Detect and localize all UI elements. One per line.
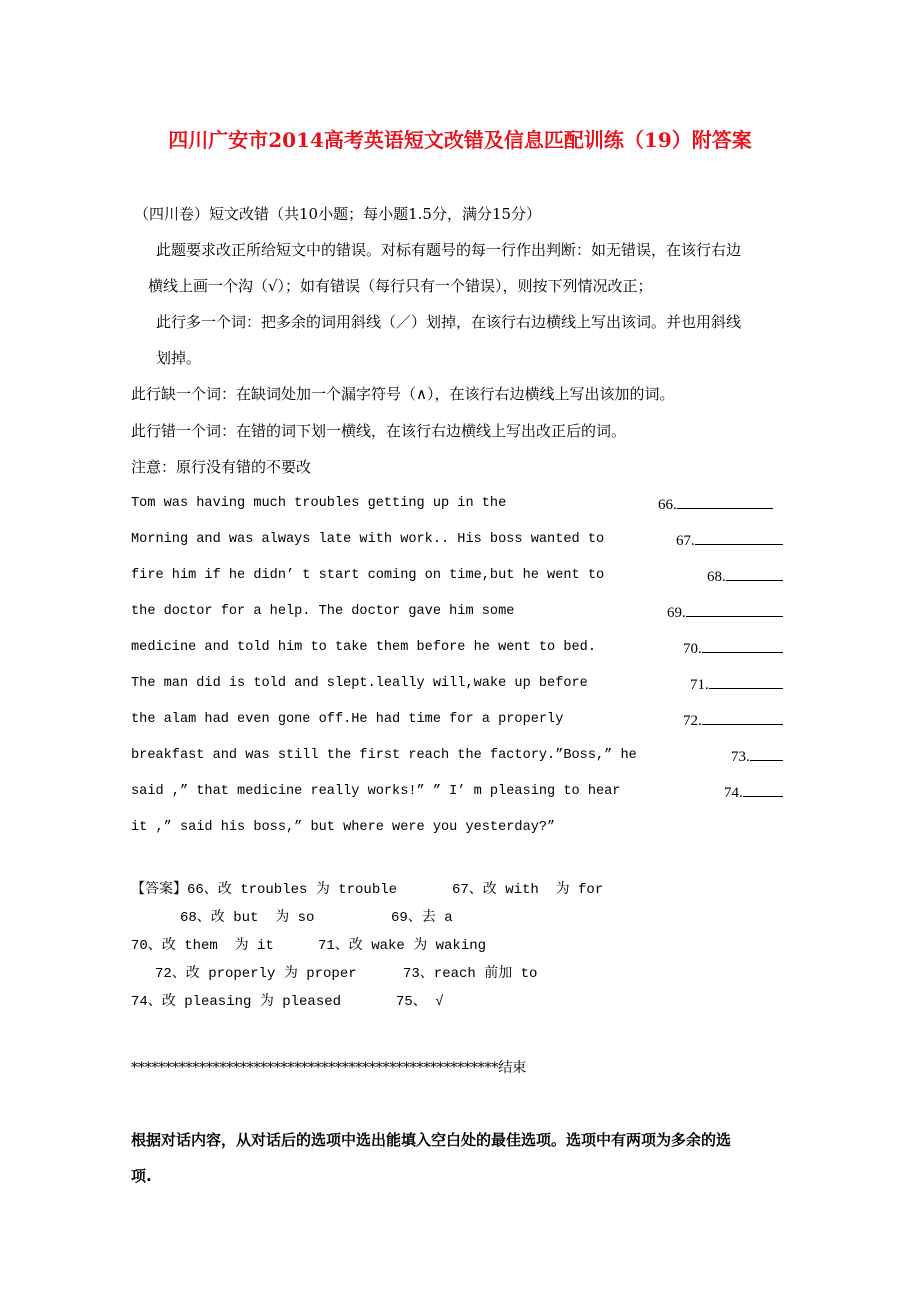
answer-blank[interactable] [686,602,783,617]
answer-item: 67、改 with 为 for [452,882,604,898]
answer-row [131,880,397,900]
answer-blank[interactable] [743,782,783,797]
item-number: 72. [683,713,702,729]
passage-line: it ,” said his boss,” but where were you yesterday?” [131,820,556,835]
item-number: 69. [667,605,686,621]
answer-blank[interactable] [702,710,783,725]
instruction-line: 此题要求改正所给短文中的错误。对标有题号的每一行作出判断：如无错误，在该行右边 [156,241,742,259]
answer-item: 72、改 properly 为 proper [155,966,357,982]
answer-slot-74[interactable] [724,782,783,803]
section-instruction: 根据对话内容，从对话后的选项中选出能填入空白处的最佳选项。选项中有两项为多余的选 [131,1131,732,1149]
answer-item: 68、改 but 为 so [180,910,315,926]
passage-line: medicine and told him to take them before he went to bed. [131,640,596,655]
answer-slot-68[interactable] [707,566,783,587]
passage-line: The man did is told and slept.leally will,wake up before [131,676,588,691]
answer-blank[interactable] [726,566,783,581]
instruction-heading: （四川卷）短文改错（共10小题；每小题1.5分，满分15分） [134,205,542,223]
passage-line: Tom was having much troubles getting up in the [131,496,507,511]
instruction-line: 此行缺一个词：在缺词处加一个漏字符号（∧），在该行右边横线上写出该加的词。 [131,385,675,403]
item-number: 68. [707,569,726,585]
answer-label: 【答案】 [131,882,187,898]
answer-slot-69[interactable] [667,602,783,623]
passage-line: the alam had even gone off.He had time for a properly [131,712,564,727]
answer-item: 75、 √ [396,994,444,1010]
item-number: 67. [676,533,695,549]
answer-item: 69、去 a [391,910,453,926]
answer-slot-67[interactable] [676,530,783,551]
passage-line: said ,” that medicine really works!” ” I’ m pleasing to hear [131,784,621,799]
answer-item: 73、reach 前加 to [403,966,538,982]
passage-line: Morning and was always late with work.. His boss wanted to [131,532,605,547]
answer-item: 66、改 troubles 为 trouble [187,882,398,898]
answer-blank[interactable] [695,530,783,545]
answer-slot-70[interactable] [683,638,783,659]
item-number: 71. [690,677,709,693]
instruction-line: 划掉。 [156,349,202,367]
item-number: 74. [724,785,743,801]
answer-slot-73[interactable] [731,746,783,767]
instruction-line: 此行错一个词：在错的词下划一横线，在该行右边横线上写出改正后的词。 [131,422,627,440]
answer-item: 70、改 them 为 it [131,938,274,954]
section-instruction: 项. [131,1167,152,1185]
answer-slot-66[interactable] [658,494,773,515]
instruction-note: 注意：原行没有错的不要改 [131,458,312,476]
answer-blank[interactable] [750,746,783,761]
answer-item: 74、改 pleasing 为 pleased [131,994,342,1010]
answer-slot-71[interactable] [690,674,783,695]
passage-line: fire him if he didn’ t start coming on time,but he went to [131,568,605,583]
answer-blank[interactable] [677,494,773,509]
answer-item: 71、改 wake 为 waking [318,938,487,954]
item-number: 66. [658,497,677,513]
item-number: 73. [731,749,750,765]
answer-blank[interactable] [709,674,783,689]
answer-blank[interactable] [702,638,783,653]
item-number: 70. [683,641,702,657]
end-marker: ******************************************************结束 [131,1060,526,1076]
document-title: 四川广安市2014高考英语短文改错及信息匹配训练（19）附答案 [168,128,752,152]
passage-line: breakfast and was still the first reach the factory.”Boss,” he [131,748,637,763]
instruction-line: 此行多一个词：把多余的词用斜线（／）划掉，在该行右边横线上写出该词。并也用斜线 [156,313,742,331]
answer-slot-72[interactable] [683,710,783,731]
passage-line: the doctor for a help. The doctor gave him some [131,604,515,619]
instruction-line: 横线上画一个沟（√）；如有错误（每行只有一个错误），则按下列情况改正； [148,277,653,295]
